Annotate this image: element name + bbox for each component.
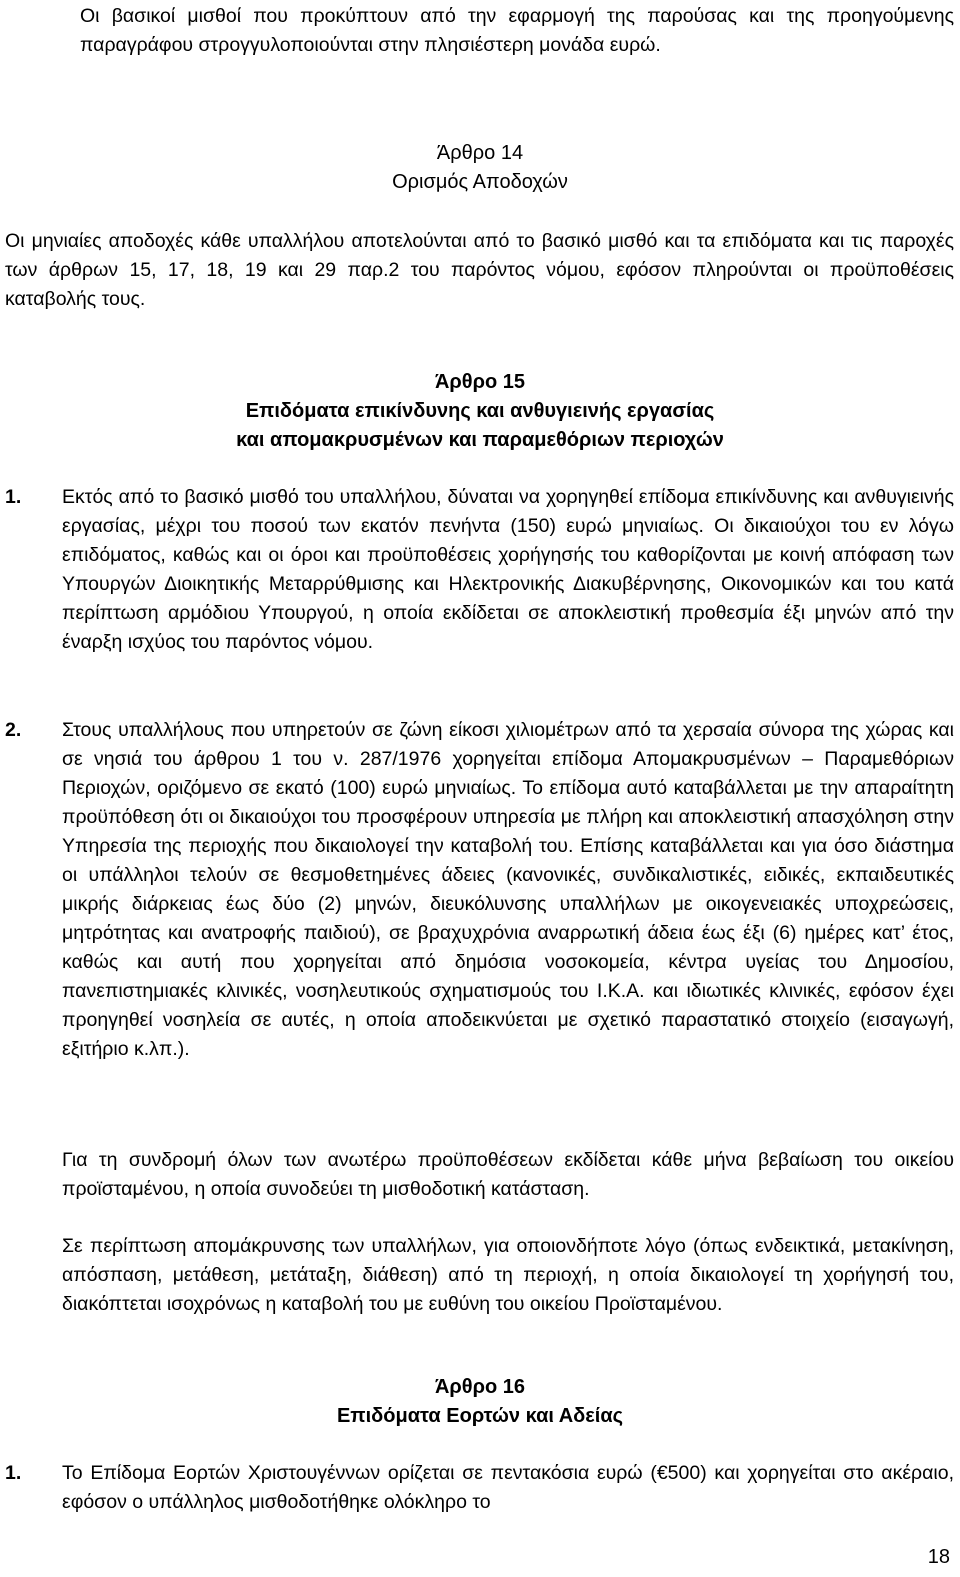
article-14-number: Άρθρο 14 — [436, 142, 524, 164]
article-16-title: Επιδόματα Εορτών και Αδείας — [336, 1405, 624, 1427]
article-14-body: Οι μηνιαίες αποδοχές κάθε υπαλλήλου αποτελούνται από το βασικό μισθό και τα επιδόματα και τις παροχές των άρθρων 15, 17, 18, 19 και 29 παρ.2 του παρόντος νόμου, εφόσον πληρούνται οι προϋποθέσεις καταβολής τους. — [5, 230, 954, 310]
article-15-para-1: Εκτός από το βασικό μισθό του υπαλλήλου, δύναται να χορηγηθεί επίδομα επικίνδυνης και ανθυγιεινής εργασίας, μέχρι του ποσού των εκατόν πενήντα (150) ευρώ μηνιαίως. Οι δικαιούχοι του εν λόγω επιδόματος, καθώς και οι όροι και προϋποθέσεις χορήγησής του καθορίζονται με κοινή απόφαση των Υπουργών Διοικητικής Μεταρρύθμισης και Ηλεκτρονικής Διακυβέρνησης, Οικονομικών και του κατά περίπτωση αρμόδιου Υπουργού, η οποία εκδίδεται σε αποκλειστική προθεσμία έξι μηνών από την έναρξη ισχύος του παρόντος νόμου. — [62, 486, 954, 653]
article-16-para-1: Το Επίδομα Εορτών Χριστουγέννων ορίζεται σε πεντακόσια ευρώ (€500) και χορηγείται στο ακέραιο, εφόσον ο υπάλληλος μισθοδοτήθηκε ολόκληρο το — [62, 1462, 954, 1513]
article-15-number: Άρθρο 15 — [434, 371, 526, 393]
article-15-para-4: Σε περίπτωση απομάκρυνσης των υπαλλήλων, για οποιονδήποτε λόγο (όπως ενδεικτικά, μετακίνηση, απόσπαση, μετάθεση, μετάταξη, διάθεση) από τη περιοχή, η οποία δικαιολογεί τη χορήγησή του, διακόπτεται ισοχρόνως η καταβολή του με ευθύνη του οικείου Προϊσταμένου. — [62, 1235, 954, 1315]
article-15-para-1-number: 1. — [5, 486, 22, 508]
article-14-title: Ορισμός Αποδοχών — [392, 171, 568, 193]
intro-paragraph: Οι βασικοί μισθοί που προκύπτουν από την εφαρμογή της παρούσας και της προηγούμενης παραγράφου στρογγυλοποιούνται στην πλησιέστερη μονάδα ευρώ. — [80, 5, 954, 56]
article-15-para-2: Στους υπαλλήλους που υπηρετούν σε ζώνη είκοσι χιλιομέτρων από τα χερσαία σύνορα της χώρας και σε νησιά του άρθρου 1 του ν. 287/1976 χορηγείται επίδομα Απομακρυσμένων – Παραμεθόριων Περιοχών, οριζόμενο σε εκατό (100) ευρώ μηνιαίως. Το επίδομα αυτό καταβάλλεται με την απαραίτητη προϋπόθεση ότι οι δικαιούχοι του προσφέρουν υπηρεσία με πλήρη και αποκλειστική απασχόληση στην Υπηρεσία της περιοχής που δικαιολογεί την καταβολή του. Επίσης καταβάλλεται και για όσο διάστημα οι υπάλληλοι τελούν σε θεσμοθετημένες άδειες (κανονικές, συνδικαλιστικές, ειδικές, εκπαιδευτικές μικρής διάρκειας έως δύο (2) μηνών, διευκόλυνσης υπαλλήλων με οικογενειακές υποχρεώσεις, μητρότητας και ανατροφής παιδιού), σε βραχυχρόνια αναρρωτική άδεια έως έξι (6) ημέρες κατ’ έτος, καθώς και αυτή που χορηγείται από δημόσια νοσοκομεία, κέντρα υγείας του Δημοσίου, πανεπιστημιακές κλινικές, νοσηλευτικούς σχηματισμούς του Ι.Κ.Α. και ιδιωτικές κλινικές, εφόσον έχει προηγηθεί νοσηλεία σε αυτές, η οποία αποδεικνύεται με σχετικό παραστατικό στοιχείο (εισαγωγή, εξιτήριο κ.λπ.). — [62, 719, 954, 1060]
article-16-para-1-number: 1. — [5, 1462, 22, 1484]
page-number: 18 — [927, 1546, 950, 1568]
article-15-para-2-number: 2. — [5, 719, 22, 741]
article-16-number: Άρθρο 16 — [434, 1376, 526, 1398]
article-15-title-line1: Επιδόματα επικίνδυνης και ανθυγιεινής εργασίας — [245, 400, 715, 422]
article-15-para-3: Για τη συνδρομή όλων των ανωτέρω προϋποθέσεων εκδίδεται κάθε μήνα βεβαίωση του οικείου προϊσταμένου, η οποία συνοδεύει τη μισθοδοτική κατάσταση. — [62, 1149, 954, 1200]
article-15-title-line2: και απομακρυσμένων και παραμεθόριων περιοχών — [236, 429, 724, 451]
